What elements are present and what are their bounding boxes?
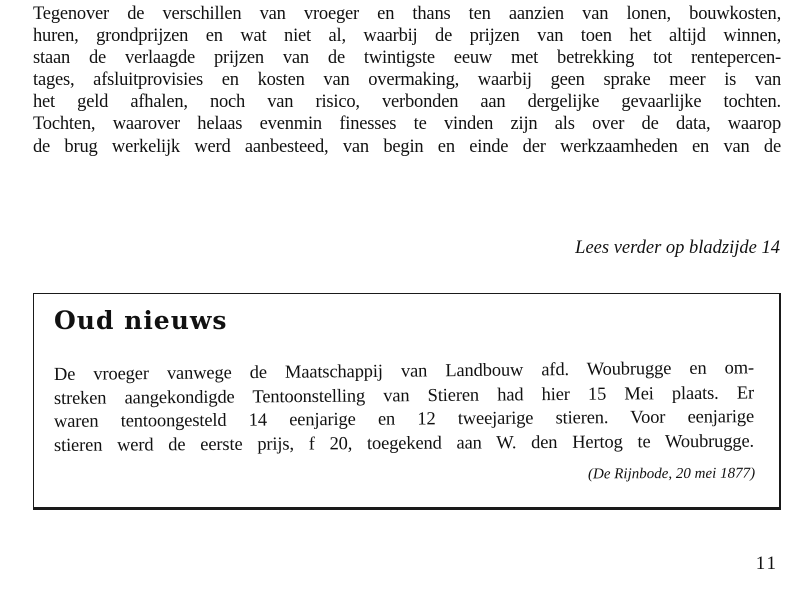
news-line: De vroeger vanwege de Maatschappij van Landbouw afd. Woubrugge en om-: [53, 358, 755, 385]
article-line: Tegenover de verschillen van vroeger en thans ten aanzien van lonen, bouwkosten,: [33, 4, 781, 24]
news-box-title: Oud nieuws: [54, 306, 228, 335]
article-line: het geld afhalen, noch van risico, verbonden aan dergelijke gevaarlijke tochten.: [33, 92, 781, 113]
article-line: Tochten, waarover helaas evenmin finesses te vinden zijn als over de data, waarop: [33, 114, 781, 135]
news-source-citation: (De Rijnbode, 20 mei 1877): [587, 465, 756, 483]
article-line: staan de verlaagde prijzen van de twintigste eeuw met betrekking tot rentepercen-: [33, 48, 781, 69]
news-line: waren tentoongesteld 14 eenjarige en 12 tweejarige stieren. Voor eenjarige: [53, 407, 755, 432]
news-box-body: [53, 358, 755, 458]
article-line: huren, grondprijzen en wat niet al, waarbij de prijzen van toen het altijd winnen,: [33, 26, 781, 47]
article-text: [33, 3, 781, 158]
article-line: de brug werkelijk werd aanbesteed, van begin en einde der werkzaamheden en van de: [33, 136, 781, 157]
article-line: tages, afsluitprovisies en kosten van overmaking, waarbij geen sprake meer is van: [33, 70, 781, 91]
news-box: [33, 293, 781, 510]
continuation-note: Lees verder op bladzijde 14: [575, 238, 780, 258]
news-line: stieren werd de eerste prijs, f 20, toegekend aan W. den Hertog te Woubrugge.: [53, 431, 755, 456]
news-line: streken aangekondigde Tentoonstelling van Stieren had hier 15 Mei plaats. Er: [53, 383, 755, 409]
page-number: 11: [755, 553, 778, 574]
